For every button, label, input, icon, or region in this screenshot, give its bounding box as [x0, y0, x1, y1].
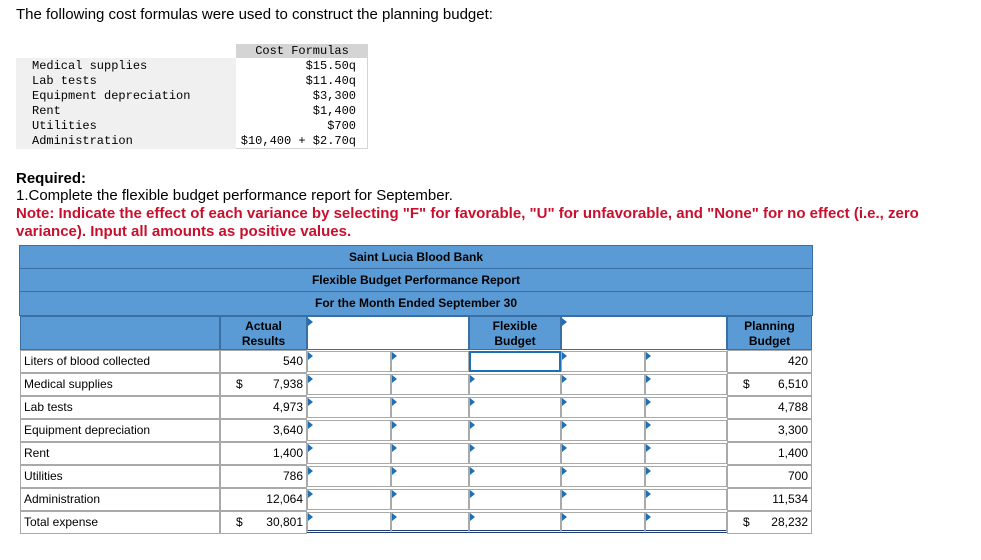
actual-value-cell [220, 396, 307, 419]
actual-value: 3,640 [272, 423, 303, 437]
dropdown-marker-icon [646, 398, 651, 406]
dropdown-marker-icon [646, 444, 651, 452]
formula-value: $3,300 [312, 89, 356, 103]
dropdown-marker-icon [392, 421, 397, 429]
actual-value-cell [220, 442, 307, 465]
cost-formulas-header: Cost Formulas [236, 44, 368, 58]
flexible-budget-input[interactable] [469, 351, 561, 372]
activity-variance-input[interactable] [307, 351, 391, 372]
report-row [20, 396, 812, 419]
actual-value: 786 [282, 469, 303, 483]
spending-effect-select[interactable] [391, 397, 469, 418]
spending-variance-input[interactable] [307, 489, 391, 510]
dropdown-marker-icon [562, 375, 567, 383]
formula-value: $1,400 [312, 104, 356, 118]
spending-effect-select[interactable] [391, 489, 469, 510]
dropdown-marker-icon [470, 444, 475, 452]
activity-effect-select[interactable] [645, 466, 727, 487]
formula-row [16, 104, 368, 119]
activity-effect-select[interactable] [645, 443, 727, 464]
dropdown-marker-icon [308, 318, 313, 326]
formula-name: Utilities [32, 119, 97, 133]
dropdown-marker-icon [562, 467, 567, 475]
spending-variance-input[interactable] [307, 397, 391, 418]
formula-name: Lab tests [32, 74, 97, 88]
dropdown-marker-icon [562, 398, 567, 406]
planning-value: 11,534 [772, 492, 808, 506]
row-label: Liters of blood collected [20, 350, 220, 373]
activity-variance-input[interactable] [561, 420, 645, 441]
dropdown-marker-icon [646, 467, 651, 475]
dropdown-marker-icon [562, 352, 567, 360]
report-title: Flexible Budget Performance Report [20, 269, 812, 292]
report-row [20, 465, 812, 488]
planning-value: 1,400 [777, 446, 808, 460]
planning-value-cell [727, 511, 812, 534]
dollar-sign: $ [236, 377, 243, 391]
spending-variance-input[interactable] [307, 443, 391, 464]
activity-effect-select[interactable] [645, 489, 727, 510]
dropdown-marker-icon [562, 513, 567, 521]
row-label: Medical supplies [20, 373, 220, 396]
actual-value: 7,938 [272, 377, 303, 391]
spending-variance-input[interactable] [307, 466, 391, 487]
flexible-budget-input[interactable] [469, 489, 561, 510]
dropdown-marker-icon [646, 513, 651, 521]
activity-effect-select[interactable] [645, 420, 727, 441]
variance-header-input-1[interactable] [307, 316, 469, 350]
planning-value-cell [727, 350, 812, 373]
planning-value: 3,300 [777, 423, 808, 437]
actual-value-cell [220, 511, 307, 534]
activity-variance-input[interactable] [561, 397, 645, 418]
planning-value-cell [727, 442, 812, 465]
dropdown-marker-icon [470, 421, 475, 429]
spending-variance-input[interactable] [307, 374, 391, 395]
intro-text: The following cost formulas were used to construct the planning budget: [16, 6, 493, 23]
formula-row [16, 89, 368, 104]
dollar-sign: $ [743, 515, 750, 529]
planning-value: 4,788 [777, 400, 808, 414]
formula-row [16, 119, 368, 134]
dropdown-marker-icon [308, 444, 313, 452]
dropdown-marker-icon [392, 444, 397, 452]
flexible-budget-input[interactable] [469, 443, 561, 464]
formula-value: $15.50q [305, 59, 356, 73]
dropdown-marker-icon [470, 490, 475, 498]
planning-value: 28,232 [771, 515, 808, 529]
dropdown-marker-icon [392, 398, 397, 406]
dropdown-marker-icon [308, 421, 313, 429]
spending-effect-select[interactable] [391, 512, 469, 533]
dropdown-marker-icon [308, 398, 313, 406]
planning-header-text [727, 319, 812, 349]
flexible-budget-input[interactable] [469, 420, 561, 441]
dropdown-marker-icon [562, 444, 567, 452]
formula-name: Rent [32, 104, 61, 118]
dropdown-marker-icon [562, 421, 567, 429]
planning-value: 700 [787, 469, 808, 483]
dropdown-marker-icon [470, 467, 475, 475]
actual-header-line2: Results [241, 334, 286, 348]
dropdown-marker-icon [392, 490, 397, 498]
activity-variance-input[interactable] [561, 466, 645, 487]
row-label: Equipment depreciation [20, 419, 220, 442]
actual-value: 4,973 [272, 400, 303, 414]
actual-value: 1,400 [272, 446, 303, 460]
actual-value-cell [220, 350, 307, 373]
row-label: Total expense [20, 511, 220, 534]
formula-value: $10,400 + $2.70q [240, 134, 356, 148]
dropdown-marker-icon [646, 490, 651, 498]
planning-value-cell [727, 488, 812, 511]
dropdown-marker-icon [646, 421, 651, 429]
required-item: 1.Complete the flexible budget performance report for September. [16, 187, 453, 204]
dropdown-marker-icon [562, 490, 567, 498]
activity-effect-select[interactable] [391, 351, 469, 372]
dropdown-marker-icon [470, 513, 475, 521]
report-row [20, 488, 812, 511]
row-label: Rent [20, 442, 220, 465]
dropdown-marker-icon [308, 490, 313, 498]
spending-effect-select[interactable] [391, 420, 469, 441]
dropdown-marker-icon [562, 318, 567, 326]
planning-value-cell [727, 396, 812, 419]
flexible-budget-input[interactable] [469, 466, 561, 487]
activity-variance-input[interactable] [561, 374, 645, 395]
activity-variance-input[interactable] [561, 512, 645, 533]
dropdown-marker-icon [392, 467, 397, 475]
spending-effect-select[interactable] [645, 351, 727, 372]
actual-value-cell [220, 419, 307, 442]
dollar-sign: $ [743, 377, 750, 391]
label-column-header [20, 316, 220, 350]
actual-value-cell [220, 465, 307, 488]
dollar-sign: $ [236, 515, 243, 529]
activity-effect-select[interactable] [645, 512, 727, 533]
planning-value-cell [727, 465, 812, 488]
planning-value: 420 [787, 354, 808, 368]
report-period: For the Month Ended September 30 [20, 292, 812, 315]
flexible-budget-input[interactable] [469, 397, 561, 418]
activity-variance-input[interactable] [561, 489, 645, 510]
spending-effect-select[interactable] [391, 466, 469, 487]
spending-effect-select[interactable] [391, 443, 469, 464]
actual-header-line1: Actual [245, 319, 282, 333]
formula-value: $11.40q [305, 74, 356, 88]
dropdown-marker-icon [646, 352, 651, 360]
actual-value: 12,064 [266, 492, 303, 506]
dropdown-marker-icon [470, 375, 475, 383]
spending-variance-input[interactable] [307, 420, 391, 441]
actual-header-text [220, 319, 307, 349]
dropdown-marker-icon [392, 513, 397, 521]
formula-value: $700 [327, 119, 356, 133]
report-row [20, 350, 812, 373]
planning-value-cell [727, 373, 812, 396]
planning-header-line2: Budget [748, 334, 791, 348]
report-row [20, 511, 812, 534]
row-label: Administration [20, 488, 220, 511]
flexible-budget-input[interactable] [469, 374, 561, 395]
planning-header-line1: Planning [744, 319, 795, 333]
dropdown-marker-icon [308, 375, 313, 383]
report-row [20, 419, 812, 442]
dropdown-marker-icon [308, 352, 313, 360]
flexible-header-line2: Budget [494, 334, 536, 348]
spending-effect-select[interactable] [391, 374, 469, 395]
report-row [20, 442, 812, 465]
dropdown-marker-icon [308, 467, 313, 475]
actual-value: 540 [282, 354, 303, 368]
formula-row [16, 134, 368, 149]
performance-report [20, 246, 812, 536]
report-company: Saint Lucia Blood Bank [20, 246, 812, 269]
activity-variance-input[interactable] [561, 443, 645, 464]
activity-effect-select[interactable] [645, 397, 727, 418]
actual-value-cell [220, 373, 307, 396]
formula-row [16, 59, 368, 74]
formula-name: Medical supplies [32, 59, 148, 73]
flexible-header-text [469, 319, 561, 349]
flexible-header-line1: Flexible [492, 319, 538, 333]
instruction-note: Note: Indicate the effect of each variance by selecting "F" for favorable, "U" for unfavorable, and "None" for no effect (i.e., zero variance). Input all amounts as positive values. [16, 205, 919, 240]
formula-name: Administration [32, 134, 133, 148]
row-label: Lab tests [20, 396, 220, 419]
actual-value: 30,801 [266, 515, 303, 529]
dropdown-marker-icon [308, 513, 313, 521]
formula-name: Equipment depreciation [32, 89, 191, 103]
dropdown-marker-icon [646, 375, 651, 383]
dropdown-marker-icon [392, 375, 397, 383]
spending-variance-input[interactable] [307, 512, 391, 533]
activity-effect-select[interactable] [645, 374, 727, 395]
row-label: Utilities [20, 465, 220, 488]
report-row [20, 373, 812, 396]
planning-value-cell [727, 419, 812, 442]
formula-row [16, 74, 368, 89]
dropdown-marker-icon [392, 352, 397, 360]
actual-value-cell [220, 488, 307, 511]
flexible-budget-input[interactable] [469, 512, 561, 533]
required-heading: Required: [16, 170, 87, 187]
variance-header-input-2[interactable] [561, 316, 727, 350]
dropdown-marker-icon [470, 398, 475, 406]
spending-variance-input[interactable] [561, 351, 645, 372]
planning-value: 6,510 [777, 377, 808, 391]
